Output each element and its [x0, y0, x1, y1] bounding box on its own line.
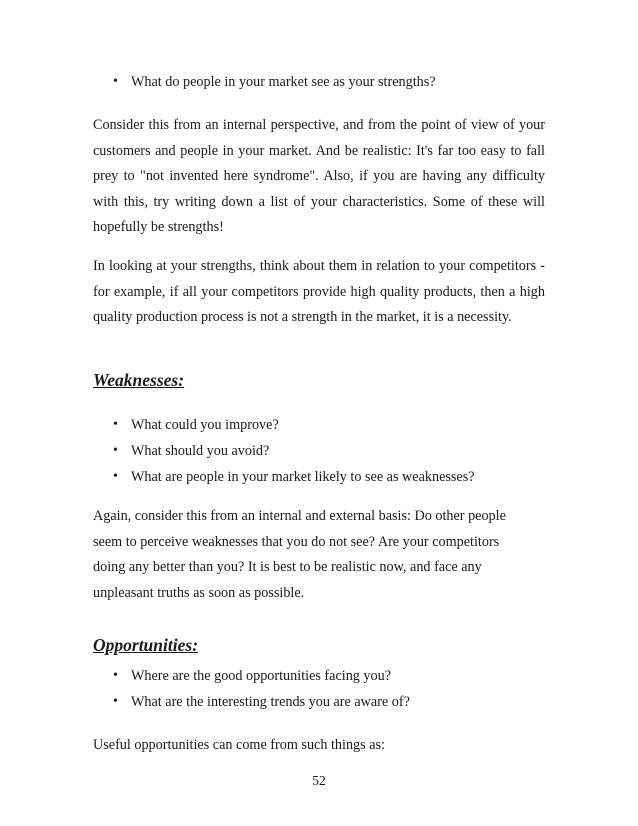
- bullet-icon: •: [113, 668, 118, 683]
- list-item: [0, 72, 638, 98]
- opportunities-paragraph: Useful opportunities can come from such things as:: [93, 737, 385, 753]
- bullet-icon: •: [113, 417, 118, 432]
- list-item-text: Where are the good opportunities facing you?: [131, 668, 392, 684]
- opportunities-bullet-list: [0, 666, 638, 718]
- weaknesses-paragraph: Again, consider this from an internal and external basis: Do other people seem to perceive weaknesses that you do not see? Are your competitors doing any better than you? It is best to be realistic now, and face any unpleasant truths as soon as possible.: [93, 508, 506, 601]
- strengths-paragraph-2: In looking at your strengths, think about them in relation to your competitors - for example, if all your competitors provide high quality products, then a high quality production process is not a strength in the market, it is a necessity.: [93, 258, 545, 325]
- list-item: [0, 666, 638, 692]
- page-number: 52: [312, 773, 326, 788]
- bullet-icon: •: [113, 469, 118, 484]
- list-item: [0, 441, 638, 467]
- bullet-icon: •: [113, 443, 118, 458]
- list-item: [0, 415, 638, 441]
- strengths-paragraph-1: Consider this from an internal perspective, and from the point of view of your customers and people in your market. And be realistic: It's far too easy to fall prey to "not invented here syndrome". Also, if you are having any difficulty with this, try writing down a list of your characteristics. Some of these will hopefully be strengths!: [93, 117, 545, 235]
- bullet-icon: •: [113, 74, 118, 89]
- list-item: [0, 692, 638, 718]
- list-item: [0, 467, 638, 493]
- list-item-text: What do people in your market see as your strengths?: [131, 74, 436, 90]
- weaknesses-heading: Weaknesses:: [93, 370, 185, 390]
- list-item-text: What could you improve?: [131, 417, 279, 433]
- weaknesses-bullet-list: [0, 415, 638, 493]
- strengths-bullet-list: [0, 72, 638, 98]
- list-item-text: What should you avoid?: [131, 443, 270, 459]
- list-item-text: What are people in your market likely to see as weaknesses?: [131, 469, 475, 485]
- opportunities-heading: Opportunities:: [93, 635, 199, 655]
- bullet-icon: •: [113, 694, 118, 709]
- list-item-text: What are the interesting trends you are aware of?: [131, 694, 410, 710]
